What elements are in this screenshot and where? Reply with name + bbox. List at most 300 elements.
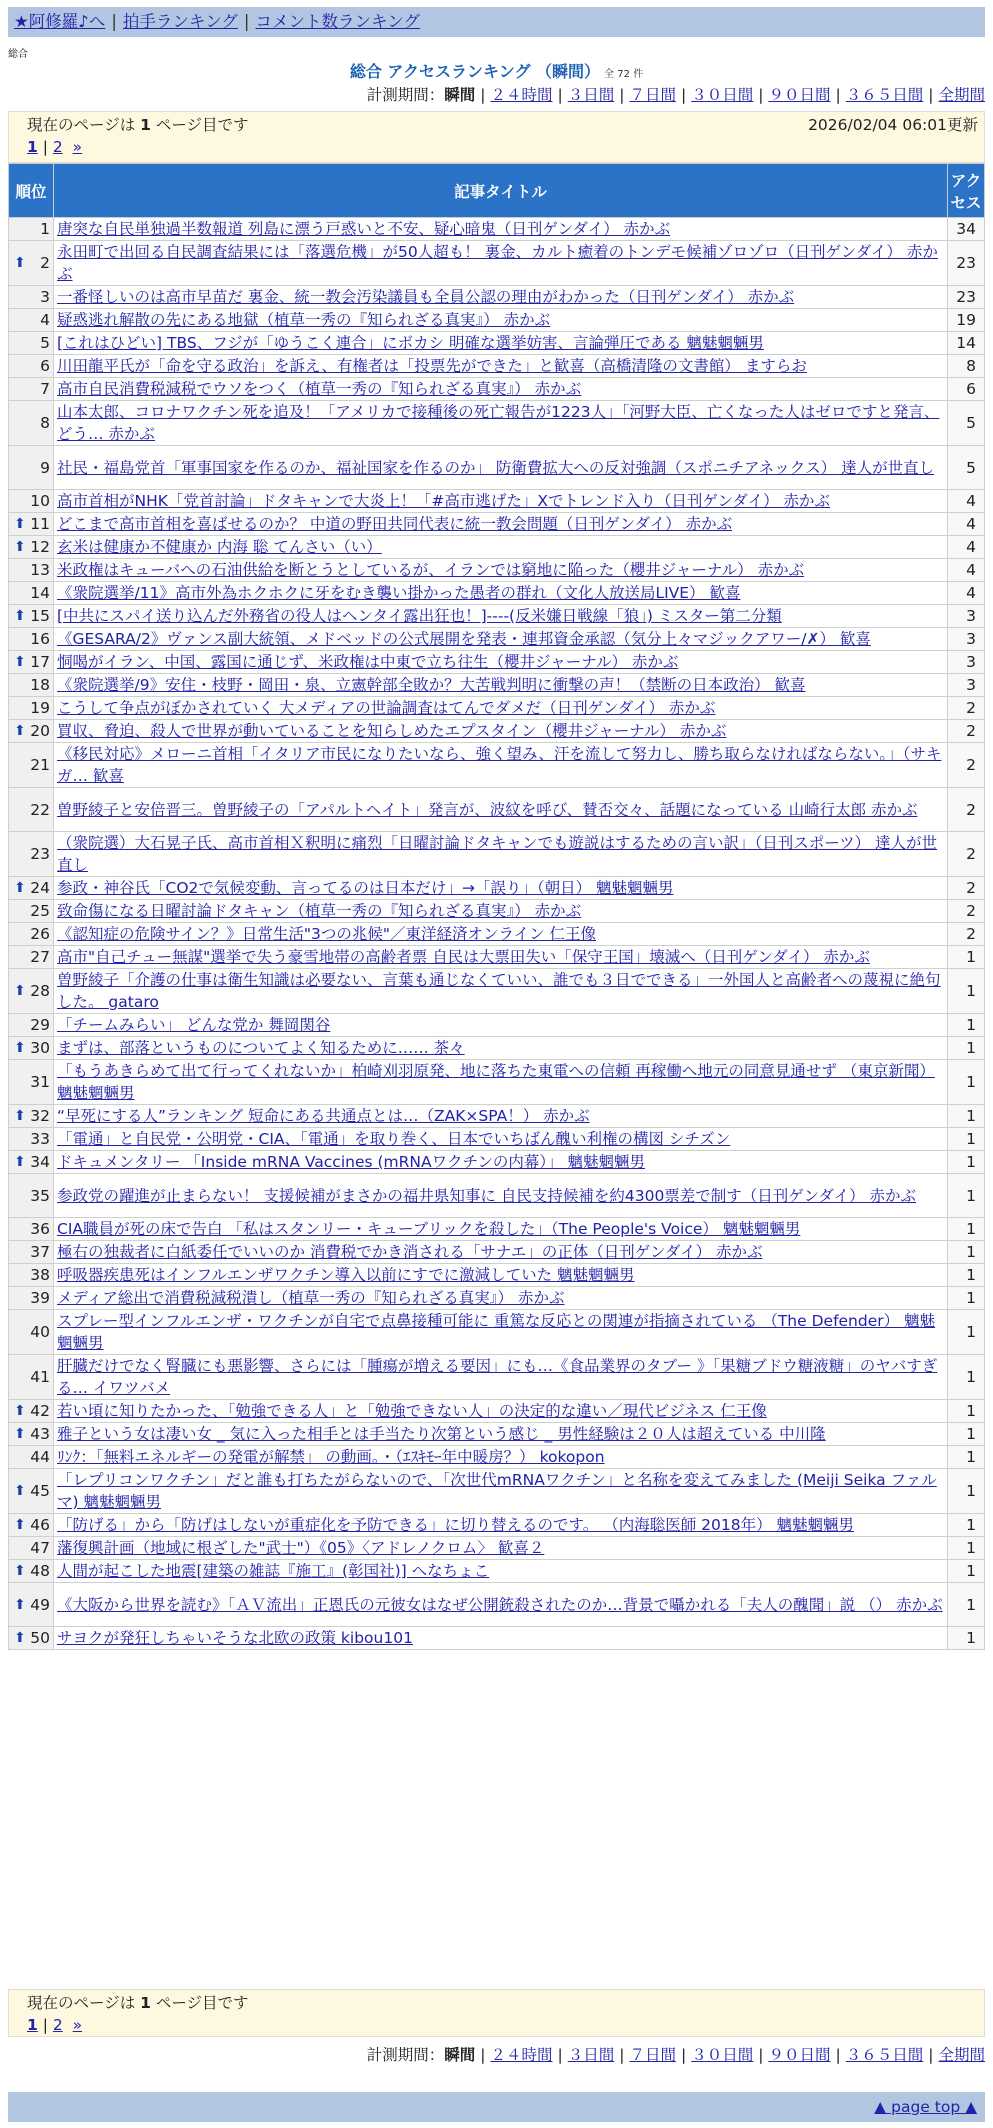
- period-option-1[interactable]: ３日間: [567, 86, 615, 104]
- rank-number: 18: [30, 676, 50, 694]
- article-link[interactable]: 「防げる」から「防げはしないが重症化を予防できる」に切り替えるのです。 （内海聡医師 2018年） 魑魅魍魎男: [57, 1516, 854, 1534]
- access-count: 2: [948, 697, 985, 720]
- table-row: [9, 1151, 985, 1174]
- rank-cell: [9, 1105, 54, 1128]
- title-cell: [54, 697, 948, 720]
- rank-up-arrow-icon: ⬆: [14, 1483, 26, 1499]
- title-cell: [54, 674, 948, 697]
- access-count: 1: [948, 1560, 985, 1583]
- access-count: 5: [948, 401, 985, 446]
- table-row: [9, 1537, 985, 1560]
- title-cell: [54, 969, 948, 1014]
- article-link[interactable]: 《衆院選挙/9》安住・枝野・岡田・泉、立憲幹部全敗か？大苦戦判明に衝撃の声！（禁断の日本政治） 歓喜: [57, 676, 806, 694]
- period-current: 瞬間: [444, 86, 476, 104]
- period-separator: |: [681, 2046, 687, 2064]
- period-option-4[interactable]: ９０日間: [768, 2046, 831, 2064]
- access-count: 4: [948, 559, 985, 582]
- title-cell: [54, 946, 948, 969]
- article-link[interactable]: CIA職員が死の床で告白 「私はスタンリー・キューブリックを殺した」（The People's Voice） 魑魅魍魎男: [57, 1220, 801, 1238]
- current-page-number: 1: [140, 1994, 151, 2012]
- rank-number: 22: [30, 800, 50, 819]
- period-option-5[interactable]: ３６５日間: [845, 86, 924, 104]
- table-row: [9, 651, 985, 674]
- rank-cell: [9, 1060, 54, 1105]
- table-row: [9, 513, 985, 536]
- access-count: 1: [948, 1537, 985, 1560]
- rank-number: 1: [40, 220, 50, 238]
- table-row: [9, 1105, 985, 1128]
- table-row: [9, 309, 985, 332]
- article-link[interactable]: 「チームみらい」 どんな党か 舞岡関谷: [57, 1016, 331, 1034]
- rank-cell: [9, 832, 54, 877]
- period-separator: |: [928, 86, 934, 104]
- article-link[interactable]: 《GESARA/2》ヴァンス副大統領、メドベッドの公式展開を発表・連邦資金承認（気分上々マジックアワー/✗） 歓喜: [57, 630, 871, 648]
- rank-number: 40: [30, 1323, 50, 1341]
- rank-number: 48: [30, 1562, 50, 1580]
- access-count: 4: [948, 513, 985, 536]
- period-option-4[interactable]: ９０日間: [768, 86, 831, 104]
- article-link[interactable]: 「電通」と自民党・公明党・CIA、「電通」を取り巻く、日本でいちばん醜い利権の構図 シチズン: [57, 1130, 731, 1148]
- article-link[interactable]: 《移民対応》メローニ首相「イタリア市民になりたいなら、強く望み、汗を流して努力し、勝ち取らなければならない。」（サキガ… 歓喜: [57, 745, 942, 785]
- access-count: 4: [948, 536, 985, 559]
- access-count: 2: [948, 720, 985, 743]
- article-link[interactable]: 永田町で出回る自民調査結果には「落選危機」が50人超も！ 裏金、カルト癒着のトンデモ候補ゾロゾロ（日刊ゲンダイ） 赤かぶ: [57, 243, 938, 283]
- header-access: アクセス: [948, 164, 985, 218]
- rank-number: 6: [40, 357, 50, 375]
- access-count: 1: [948, 1287, 985, 1310]
- access-count: 2: [948, 832, 985, 877]
- period-option-0[interactable]: ２４時間: [490, 86, 553, 104]
- rank-number: 15: [30, 607, 50, 625]
- period-separator: |: [835, 86, 841, 104]
- article-link[interactable]: 疑惑逃れ解散の先にある地獄（植草一秀の『知られざる真実』） 赤かぶ: [57, 311, 551, 329]
- rank-number: 26: [30, 925, 50, 943]
- title-cell: [54, 1627, 948, 1650]
- article-link[interactable]: 若い頃に知りたかった、「勉強できる人」と「勉強できない人」の決定的な違い／現代ビジネス 仁王像: [57, 1402, 767, 1420]
- article-link[interactable]: 呼吸器疾患死はインフルエンザワクチン導入以前にすでに激減していた 魑魅魍魎男: [57, 1266, 635, 1284]
- rank-number: 50: [30, 1629, 50, 1647]
- rank-number: 19: [30, 699, 50, 717]
- table-row: [9, 446, 985, 490]
- article-link[interactable]: こうして争点がぼかされていく 大メディアの世論調査はてんでダメだ（日刊ゲンダイ） 赤かぶ: [57, 699, 716, 717]
- pager-next[interactable]: »: [72, 138, 83, 156]
- period-separator: |: [758, 86, 764, 104]
- period-current: 瞬間: [444, 2046, 476, 2064]
- article-link[interactable]: 山本太郎、コロナワクチン死を追及！「アメリカで接種後の死亡報告が1223人」「河野大臣、亡くなった人はゼロですと発言、どう… 赤かぶ: [57, 403, 940, 443]
- ranking-table: [8, 163, 985, 1650]
- rank-cell: [9, 218, 54, 241]
- table-row: [9, 720, 985, 743]
- access-count: 3: [948, 674, 985, 697]
- rank-up-arrow-icon: ⬆: [14, 654, 26, 670]
- table-row: [9, 946, 985, 969]
- rank-up-arrow-icon: ⬆: [14, 723, 26, 739]
- table-row: [9, 788, 985, 832]
- table-row: [9, 1264, 985, 1287]
- title-cell: [54, 1218, 948, 1241]
- access-count: 5: [948, 446, 985, 490]
- title-cell: [54, 1014, 948, 1037]
- title-cell: [54, 1241, 948, 1264]
- title-cell: [54, 559, 948, 582]
- article-link[interactable]: [これはひどい] TBS、フジが「ゆうこく連合」にボカシ 明確な選挙妨害、言論弾圧である 魑魅魍魎男: [57, 334, 764, 352]
- rank-cell: [9, 743, 54, 788]
- access-count: 1: [948, 1310, 985, 1355]
- title-cell: [54, 1287, 948, 1310]
- article-link[interactable]: まずは、部落というものについてよく知るために…… 茶々: [57, 1039, 465, 1057]
- article-link[interactable]: サヨクが発狂しちゃいそうな北欧の政策 kibou101: [57, 1629, 413, 1647]
- rank-cell: [9, 286, 54, 309]
- page-info-bottom: [8, 1989, 985, 2037]
- title-cell: [54, 1560, 948, 1583]
- access-count: 8: [948, 355, 985, 378]
- section-label: 総合: [8, 49, 28, 60]
- rank-cell: [9, 1151, 54, 1174]
- title-cell: [54, 401, 948, 446]
- table-row: [9, 582, 985, 605]
- rank-number: 46: [30, 1516, 50, 1534]
- article-link[interactable]: 参政・神谷氏「CO2で気候変動、言ってるのは日本だけ」→「誤り」（朝日） 魑魅魍魎男: [57, 879, 674, 897]
- rank-number: 38: [30, 1266, 50, 1284]
- rank-up-arrow-icon: ⬆: [14, 1154, 26, 1170]
- access-count: 1: [948, 1423, 985, 1446]
- period-label: 計測期間：: [366, 86, 445, 104]
- nav-link-comment-ranking[interactable]: コメント数ランキング: [255, 12, 420, 31]
- article-link[interactable]: メディア総出で消費税減税潰し（植草一秀の『知られざる真実』） 赤かぶ: [57, 1289, 565, 1307]
- table-row: [9, 1310, 985, 1355]
- title-cell: [54, 446, 948, 490]
- pager-page-1[interactable]: 1: [27, 138, 38, 156]
- title-cell: [54, 1583, 948, 1627]
- rank-cell: [9, 697, 54, 720]
- article-link[interactable]: 藩復興計画（地域に根ざした"武士"）《05》〈アドレノクロム〉 歓喜２: [57, 1539, 545, 1557]
- article-link[interactable]: 恫喝がイラン、中国、露国に通じず、米政権は中東で立ち往生（櫻井ジャーナル） 赤かぶ: [57, 653, 679, 671]
- table-row: [9, 1400, 985, 1423]
- article-link[interactable]: 高市"自己チュー無謀"選挙で失う豪雪地帯の高齢者票 自民は大票田失い「保守王国」壊滅へ（日刊ゲンダイ） 赤かぶ: [57, 948, 870, 966]
- rank-number: 35: [30, 1186, 50, 1205]
- access-count: 4: [948, 582, 985, 605]
- article-link[interactable]: 高市首相がNHK「党首討論」ドタキャンで大炎上！「#高市逃げた」Xでトレンド入り（日刊ゲンダイ） 赤かぶ: [57, 492, 831, 510]
- rank-cell: [9, 1241, 54, 1264]
- period-option-1[interactable]: ３日間: [567, 2046, 615, 2064]
- access-count: 1: [948, 1105, 985, 1128]
- access-count: 1: [948, 1037, 985, 1060]
- article-link[interactable]: どこまで高市首相を喜ばせるのか？ 中道の野田共同代表に統一教会問題（日刊ゲンダイ） 赤かぶ: [57, 515, 733, 533]
- title-cell: [54, 378, 948, 401]
- period-selector-bottom: [367, 2044, 985, 2066]
- article-link[interactable]: 《衆院選挙/11》高市外為ホクホクに牙をむき襲い掛かった愚者の群れ（文化人放送局LIVE） 歓喜: [57, 584, 741, 602]
- table-row: [9, 1446, 985, 1469]
- table-row: [9, 1514, 985, 1537]
- access-count: 3: [948, 628, 985, 651]
- period-selector-top: [367, 84, 985, 106]
- table-row: [9, 536, 985, 559]
- article-link[interactable]: 人間が起こした地震[建築の雑誌『施工』(彰国社)] へなちょこ: [57, 1562, 490, 1580]
- article-link[interactable]: ドキュメンタリー 「Inside mRNA Vaccines (mRNAワクチンの内幕）」 魑魅魍魎男: [57, 1153, 646, 1171]
- rank-cell: [9, 969, 54, 1014]
- table-row: [9, 697, 985, 720]
- title-cell: [54, 1151, 948, 1174]
- article-link[interactable]: 米政権はキューバへの石油供給を断とうとしているが、イランでは窮地に陥った（櫻井ジャーナル） 赤かぶ: [57, 561, 805, 579]
- article-link[interactable]: スプレー型インフルエンザ・ワクチンが自宅で点鼻接種可能に 重篤な反応との関連が指摘されている （The Defender） 魑魅魍魎男: [57, 1312, 936, 1352]
- period-separator: |: [758, 2046, 764, 2064]
- rank-cell: [9, 1583, 54, 1627]
- access-count: 1: [948, 1014, 985, 1037]
- rank-number: 2: [40, 254, 50, 272]
- access-count: 6: [948, 378, 985, 401]
- rank-up-arrow-icon: ⬆: [14, 983, 26, 999]
- rank-cell: [9, 1446, 54, 1469]
- page-top-link[interactable]: ▲ page top ▲: [874, 2098, 977, 2116]
- access-count: 1: [948, 1514, 985, 1537]
- access-count: 2: [948, 743, 985, 788]
- rank-number: 25: [30, 902, 50, 920]
- table-row: [9, 1060, 985, 1105]
- table-row: [9, 1128, 985, 1151]
- title-cell: [54, 720, 948, 743]
- article-link[interactable]: 《大阪から世界を読む》「ＡＶ流出」正恩氏の元彼女はなぜ公開銃殺されたのか…背景で囁かれる「夫人の醜聞」説 （） 赤かぶ: [57, 1595, 943, 1614]
- article-link[interactable]: “早死にする人”ランキング 短命にある共通点とは…（ZAK×SPA！） 赤かぶ: [57, 1107, 590, 1125]
- title-cell: [54, 628, 948, 651]
- pager-next[interactable]: »: [72, 2016, 83, 2034]
- rank-number: 32: [30, 1107, 50, 1125]
- rank-number: 4: [40, 311, 50, 329]
- rank-number: 28: [30, 982, 50, 1000]
- rank-number: 45: [30, 1482, 50, 1500]
- title-cell: [54, 241, 948, 286]
- item-count: 全 72 件: [604, 69, 644, 80]
- title-cell: [54, 536, 948, 559]
- period-option-2[interactable]: ７日間: [629, 2046, 676, 2064]
- access-count: 2: [948, 877, 985, 900]
- access-count: 34: [948, 218, 985, 241]
- access-count: 1: [948, 1241, 985, 1264]
- title-cell: [54, 490, 948, 513]
- rank-number: 49: [30, 1595, 50, 1614]
- article-link[interactable]: [中共にスパイ送り込んだ外務省の役人はヘンタイ露出狂也！]----(反米嫌日戦線「狼」) ミスター第二分類: [57, 607, 782, 625]
- period-option-6[interactable]: 全期間: [938, 86, 985, 104]
- title-cell: [54, 1264, 948, 1287]
- access-count: 1: [948, 1583, 985, 1627]
- table-row: [9, 923, 985, 946]
- rank-cell: [9, 1014, 54, 1037]
- table-row: [9, 743, 985, 788]
- table-row: [9, 355, 985, 378]
- period-option-3[interactable]: ３０日間: [691, 2046, 754, 2064]
- rank-number: 41: [30, 1368, 50, 1386]
- access-count: 1: [948, 1446, 985, 1469]
- article-link[interactable]: 高市自民消費税減税でウソをつく（植草一秀の『知られざる真実』） 赤かぶ: [57, 380, 582, 398]
- rank-cell: [9, 1264, 54, 1287]
- period-option-3[interactable]: ３０日間: [691, 86, 754, 104]
- table-row: [9, 1241, 985, 1264]
- rank-number: 10: [30, 492, 50, 510]
- access-count: 4: [948, 490, 985, 513]
- article-link[interactable]: 曽野綾子と安倍晋三。曽野綾子の「アパルトヘイト」発言が、波紋を呼び、賛否交々、話題になっている 山崎行太郎 赤かぶ: [57, 800, 918, 819]
- rank-cell: [9, 1469, 54, 1514]
- title-cell: [54, 286, 948, 309]
- header-title: 記事タイトル: [54, 164, 948, 218]
- page-indicator: 現在のページは 1 ページ目です: [27, 1994, 249, 2012]
- table-row: [9, 1627, 985, 1650]
- rank-number: 7: [40, 380, 50, 398]
- article-link[interactable]: 社民・福島党首「軍事国家を作るのか、福祉国家を作るのか」 防衛費拡大への反対強調（スポニチアネックス） 達人が世直し: [57, 458, 935, 477]
- table-row: [9, 877, 985, 900]
- rank-number: 43: [30, 1425, 50, 1443]
- rank-cell: [9, 674, 54, 697]
- period-option-0[interactable]: ２４時間: [490, 2046, 553, 2064]
- rank-number: 36: [30, 1220, 50, 1238]
- rank-up-arrow-icon: ⬆: [14, 255, 26, 271]
- article-link[interactable]: 雅子という女は凄い女 _ 気に入った相手とは手当たり次第という感じ _ 男性経験は２０人は超えている 中川隆: [57, 1425, 826, 1443]
- table-row: [9, 900, 985, 923]
- rank-number: 47: [30, 1539, 50, 1557]
- rank-number: 34: [30, 1153, 50, 1171]
- rank-cell: [9, 923, 54, 946]
- rank-cell: [9, 241, 54, 286]
- table-row: [9, 674, 985, 697]
- rank-up-arrow-icon: ⬆: [14, 1403, 26, 1419]
- period-separator: |: [619, 86, 625, 104]
- period-separator: |: [835, 2046, 841, 2064]
- rank-number: 24: [30, 879, 50, 897]
- rank-cell: [9, 513, 54, 536]
- rank-number: 17: [30, 653, 50, 671]
- rank-cell: [9, 1400, 54, 1423]
- rank-number: 44: [30, 1448, 50, 1466]
- article-link[interactable]: 唐突な自民単独過半数報道 列島に漂う戸惑いと不安、疑心暗鬼（日刊ゲンダイ） 赤かぶ: [57, 220, 671, 238]
- article-link[interactable]: 玄米は健康か不健康か 内海 聡 てんさい（い）: [57, 538, 382, 556]
- rank-number: 5: [40, 334, 50, 352]
- rank-up-arrow-icon: ⬆: [14, 1426, 26, 1442]
- period-option-2[interactable]: ７日間: [629, 86, 676, 104]
- title-cell: [54, 1446, 948, 1469]
- table-row: [9, 559, 985, 582]
- pager-top: 1 | 2 »: [27, 138, 83, 156]
- table-row: [9, 1174, 985, 1218]
- access-count: 1: [948, 1355, 985, 1400]
- rank-up-arrow-icon: ⬆: [14, 1563, 26, 1579]
- rank-cell: [9, 877, 54, 900]
- rank-number: 23: [30, 845, 50, 863]
- pager-page-2[interactable]: 2: [52, 2016, 63, 2034]
- title-cell: [54, 1128, 948, 1151]
- table-row: [9, 218, 985, 241]
- nav-link-home[interactable]: ★阿修羅♪へ: [14, 12, 106, 31]
- article-link[interactable]: 参政党の躍進が止まらない！ 支援候補がまさかの福井県知事に 自民支持候補を約4300票差で制す（日刊ゲンダイ） 赤かぶ: [57, 1186, 916, 1205]
- article-link[interactable]: 曽野綾子「介護の仕事は衛生知識は必要ない、言葉も通じなくていい、誰でも３日でできる」一外国人と高齢者への蔑視に絶句した。 gataro: [57, 971, 941, 1011]
- title-cell: [54, 832, 948, 877]
- article-link[interactable]: ﾘﾝｸ：「無料エネルギーの発電が解禁」 の動画。・（ｴｽｷﾓｰ年中暖房？） kokopon: [57, 1448, 605, 1466]
- period-option-5[interactable]: ３６５日間: [845, 2046, 924, 2064]
- rank-cell: [9, 536, 54, 559]
- rank-cell: [9, 378, 54, 401]
- table-row: [9, 401, 985, 446]
- article-link[interactable]: 致命傷になる日曜討論ドタキャン（植草一秀の『知られざる真実』） 赤かぶ: [57, 902, 582, 920]
- access-count: 1: [948, 1218, 985, 1241]
- access-count: 23: [948, 241, 985, 286]
- period-separator: |: [619, 2046, 625, 2064]
- article-link[interactable]: 買収、脅迫、殺人で世界が動いていることを知らしめたエプスタイン（櫻井ジャーナル） 赤かぶ: [57, 722, 727, 740]
- article-link[interactable]: 肝臓だけでなく腎臓にも悪影響、さらには「腫瘍が増える要因」にも…《食品業界のタブー 》「果糖ブドウ糖液糖」のヤバすぎる… イワツバメ: [57, 1357, 938, 1397]
- header-rank: 順位: [9, 164, 54, 218]
- article-link[interactable]: 川田龍平氏が「命を守る政治」を訴え、有権者は「投票先ができた」と歓喜（高橋清隆の文書館） ますらお: [57, 357, 807, 375]
- rank-number: 33: [30, 1130, 50, 1148]
- rank-cell: [9, 605, 54, 628]
- rank-cell: [9, 720, 54, 743]
- rank-cell: [9, 1423, 54, 1446]
- article-link[interactable]: 一番怪しいのは高市早苗だ 裏金、統一教会汚染議員も全員公認の理由がわかった（日刊ゲンダイ） 赤かぶ: [57, 288, 795, 306]
- rank-cell: [9, 1310, 54, 1355]
- article-link[interactable]: 「もうあきらめて出て行ってくれないか」柏崎刈羽原発、地に落ちた東電への信頼 再稼働へ地元の同意見通せず （東京新聞） 魑魅魍魎男: [57, 1062, 935, 1102]
- article-link[interactable]: 極右の独裁者に白紙委任でいいのか 消費税でかき消される「サナエ」の正体（日刊ゲンダイ） 赤かぶ: [57, 1243, 763, 1261]
- rank-cell: [9, 1218, 54, 1241]
- nav-separator: |: [111, 12, 117, 31]
- rank-cell: [9, 332, 54, 355]
- title-cell: [54, 923, 948, 946]
- access-count: 3: [948, 605, 985, 628]
- page-info-top: [8, 111, 985, 163]
- access-count: 23: [948, 286, 985, 309]
- rank-number: 16: [30, 630, 50, 648]
- pager-page-1[interactable]: 1: [27, 2016, 38, 2034]
- pager-page-2[interactable]: 2: [52, 138, 63, 156]
- table-row: [9, 1423, 985, 1446]
- rank-number: 42: [30, 1402, 50, 1420]
- table-row: [9, 1037, 985, 1060]
- period-separator: |: [557, 86, 563, 104]
- title-cell: [54, 1037, 948, 1060]
- ranking-title: 総合 アクセスランキング （瞬間）: [349, 62, 601, 81]
- rank-cell: [9, 559, 54, 582]
- title-cell: [54, 332, 948, 355]
- article-link[interactable]: 《認知症の危険サイン？》日常生活"3つの兆候"／東洋経済オンライン 仁王像: [57, 925, 596, 943]
- period-option-6[interactable]: 全期間: [938, 2046, 985, 2064]
- table-row: [9, 1583, 985, 1627]
- access-count: 1: [948, 1128, 985, 1151]
- rank-cell: [9, 446, 54, 490]
- article-link[interactable]: （衆院選）大石晃子氏、高市首相Ｘ釈明に痛烈「日曜討論ドタキャンでも遊説はするための言い訳」（日刊スポーツ） 達人が世直し: [57, 834, 938, 874]
- table-row: [9, 286, 985, 309]
- rank-cell: [9, 1287, 54, 1310]
- access-count: 1: [948, 1400, 985, 1423]
- access-count: 1: [948, 1151, 985, 1174]
- rank-cell: [9, 1560, 54, 1583]
- table-row: [9, 241, 985, 286]
- rank-up-arrow-icon: ⬆: [14, 1630, 26, 1646]
- table-row: [9, 832, 985, 877]
- pager-bottom: 1 | 2 »: [27, 2016, 83, 2034]
- page-indicator: 現在のページは 1 ページ目です: [27, 116, 249, 134]
- article-link[interactable]: 「レプリコンワクチン」だと誰も打ちたがらないので、「次世代mRNAワクチン」と名称を変えてみました (Meiji Seika ファルマ) 魑魅魍魎男: [57, 1471, 937, 1511]
- title-cell: [54, 218, 948, 241]
- title-cell: [54, 1400, 948, 1423]
- access-count: 3: [948, 651, 985, 674]
- rank-number: 11: [30, 515, 50, 533]
- title-cell: [54, 1469, 948, 1514]
- nav-separator: |: [243, 12, 250, 31]
- rank-number: 14: [30, 584, 50, 602]
- rank-cell: [9, 1037, 54, 1060]
- rank-cell: [9, 1537, 54, 1560]
- access-count: 1: [948, 1264, 985, 1287]
- rank-up-arrow-icon: ⬆: [14, 880, 26, 896]
- rank-cell: [9, 582, 54, 605]
- nav-link-applause-ranking[interactable]: 拍手ランキング: [122, 12, 238, 31]
- access-count: 1: [948, 1627, 985, 1650]
- access-count: 1: [948, 1060, 985, 1105]
- rank-number: 39: [30, 1289, 50, 1307]
